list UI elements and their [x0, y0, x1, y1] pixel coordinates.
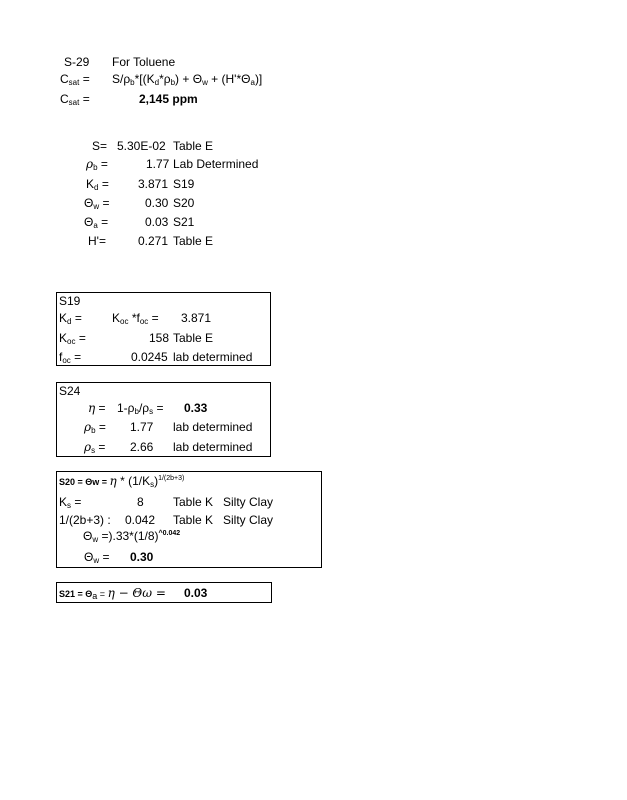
param-symbol: $\Theta_w$ =: [84, 196, 110, 211]
param-value: 3.871: [138, 177, 169, 191]
param-source: S20: [173, 196, 195, 210]
s24-eta-label: η =: [88, 401, 106, 415]
param-value: 0.03: [145, 215, 169, 229]
s20-exp-label: 1/(2b+3) :: [59, 513, 111, 527]
param-source: Table E: [173, 139, 214, 153]
s24-rhos-label: $\rho_s$ =: [84, 440, 106, 455]
csat-result-value: 2,145 ppm: [139, 92, 198, 106]
param-value: 5.30E-02: [117, 139, 166, 153]
s20-title: $S20 = \Theta w = \eta * (1/K_s)^{1/(2b+3)}$: [59, 474, 185, 489]
s19-kd-formula: $K_{oc}$ $*f_{oc}$ =: [112, 311, 159, 326]
s21-formula: $S21 = \Theta_a = \eta - \Theta\omega$ =: [59, 586, 166, 601]
param-symbol: $\Theta_a$ =: [84, 215, 109, 230]
param-value: 0.271: [138, 234, 169, 248]
s19-foc-label: $f_{oc}$ =: [59, 350, 82, 365]
csat-result-label: $C_{sat}$ =: [60, 92, 90, 107]
s19-foc-source: lab determined: [173, 350, 253, 364]
param-value: 1.77: [146, 157, 170, 171]
s19-koc-source: Table E: [173, 331, 214, 345]
s24-eta-formula: $1-\rho_b/\rho_s$ =: [117, 401, 164, 416]
s20-ks-class: Silty Clay: [223, 495, 274, 509]
s20-ks-value: 8: [137, 495, 144, 509]
s19-title: S19: [59, 294, 81, 308]
param-symbol: $K_d$ =: [86, 177, 109, 192]
s24-rhob-label: $\rho_b$ =: [84, 420, 106, 435]
s19-foc-value: 0.0245: [131, 350, 168, 364]
section-code: S-29: [64, 55, 90, 69]
s24-rhos-value: 2.66: [130, 440, 154, 454]
param-source: Table E: [173, 234, 214, 248]
s20-ks-label: $K_s$ =: [59, 495, 82, 510]
s21-value: 0.03: [184, 586, 208, 600]
s20-result-label: $\Theta_w$ =: [84, 550, 110, 565]
param-source: Lab Determined: [173, 157, 259, 171]
s20-calc: $\Theta_w =).33*(1/8)^{\^{}0.042}$: [83, 529, 181, 544]
param-value: 0.30: [145, 196, 169, 210]
csat-label: $C_{sat}$ =: [60, 72, 90, 87]
s19-koc-label: $K_{oc}$ =: [59, 331, 86, 346]
s24-rhob-value: 1.77: [130, 420, 154, 434]
s24-rhos-source: lab determined: [173, 440, 253, 454]
s19-kd-label: $K_d$ =: [59, 311, 82, 326]
param-source: S21: [173, 215, 195, 229]
section-title: For Toluene: [112, 55, 176, 69]
param-symbol: S=: [92, 139, 108, 153]
s20-ks-table: Table K: [173, 495, 214, 509]
s20-exp-class: Silty Clay: [223, 513, 274, 527]
s20-exp-value: 0.042: [125, 513, 156, 527]
s19-kd-value: 3.871: [181, 311, 212, 325]
s24-title: S24: [59, 384, 81, 398]
s24-rhob-source: lab determined: [173, 420, 253, 434]
csat-formula: $S/\rho_b*[(K_d*\rho_b) + \Theta_w + (H'*\Theta_a)]$: [112, 72, 263, 87]
param-source: S19: [173, 177, 195, 191]
param-symbol: $\rho_b$ =: [86, 157, 108, 172]
s24-eta-value: 0.33: [184, 401, 208, 415]
s20-exp-table: Table K: [173, 513, 214, 527]
s20-result-value: 0.30: [130, 550, 154, 564]
s19-koc-value: 158: [149, 331, 170, 345]
param-symbol: H'=: [88, 234, 106, 248]
